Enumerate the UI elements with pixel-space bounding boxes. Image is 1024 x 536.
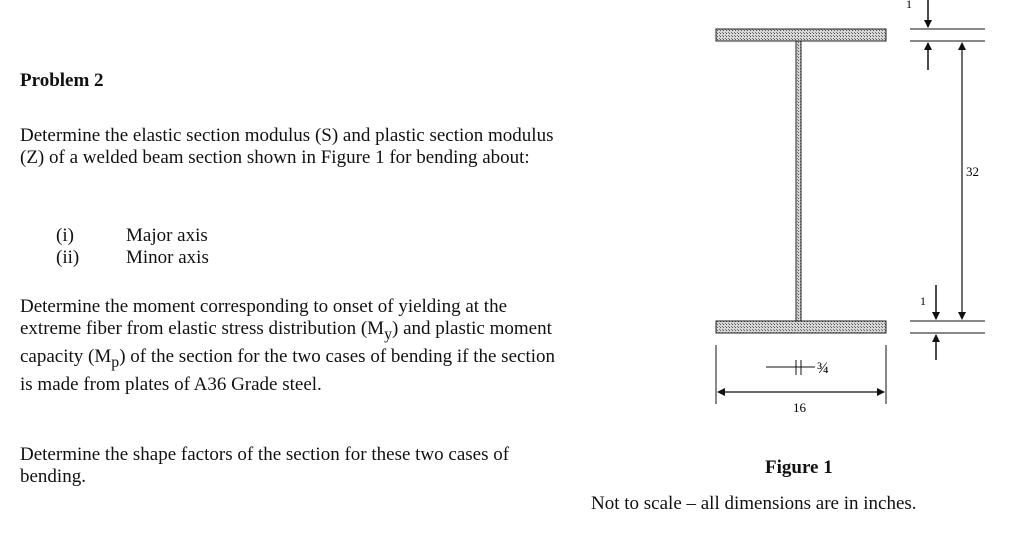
paragraph-2-text-c: ) of the section for the two cases of bending if the section is made from plates of A36 Grade steel. bbox=[20, 345, 555, 395]
paragraph-2-text-b: ) and plastic moment capacity (M bbox=[20, 318, 552, 367]
dim-top-flange-label: 1 bbox=[906, 0, 912, 11]
problem-paragraph-3: Determine the shape factors of the section for these two cases of bending. bbox=[20, 444, 510, 487]
dim-web-label: ¾ bbox=[817, 360, 829, 377]
web bbox=[796, 41, 801, 321]
dim-bottom-flange-label: 1 bbox=[920, 294, 926, 308]
dim-width-label: 16 bbox=[793, 400, 806, 415]
list-item-number: (ii) bbox=[56, 247, 80, 268]
list-item-label: Minor axis bbox=[126, 247, 209, 268]
figure-caption-text: Figure 1 bbox=[765, 457, 833, 478]
bottom-flange bbox=[716, 321, 886, 333]
problem-paragraph-1: Determine the elastic section modulus (S) and plastic section modulus (Z) of a welded beam section shown in Figure 1 for bending about: bbox=[20, 125, 554, 168]
subscript-y: y bbox=[384, 325, 392, 343]
dim-depth-label: 32 bbox=[966, 164, 979, 179]
subscript-p: p bbox=[111, 353, 120, 371]
paragraph-2-text-a: Determine the moment corresponding to onset of yielding at the extreme fiber from elastic stress distribution (M bbox=[20, 296, 508, 339]
top-flange bbox=[716, 29, 886, 41]
list-item-label: Major axis bbox=[126, 225, 208, 246]
figure-note: Not to scale – all dimensions are in inches. bbox=[591, 493, 917, 514]
problem-title: Problem 2 bbox=[20, 70, 104, 91]
list-item-number: (i) bbox=[56, 225, 74, 246]
